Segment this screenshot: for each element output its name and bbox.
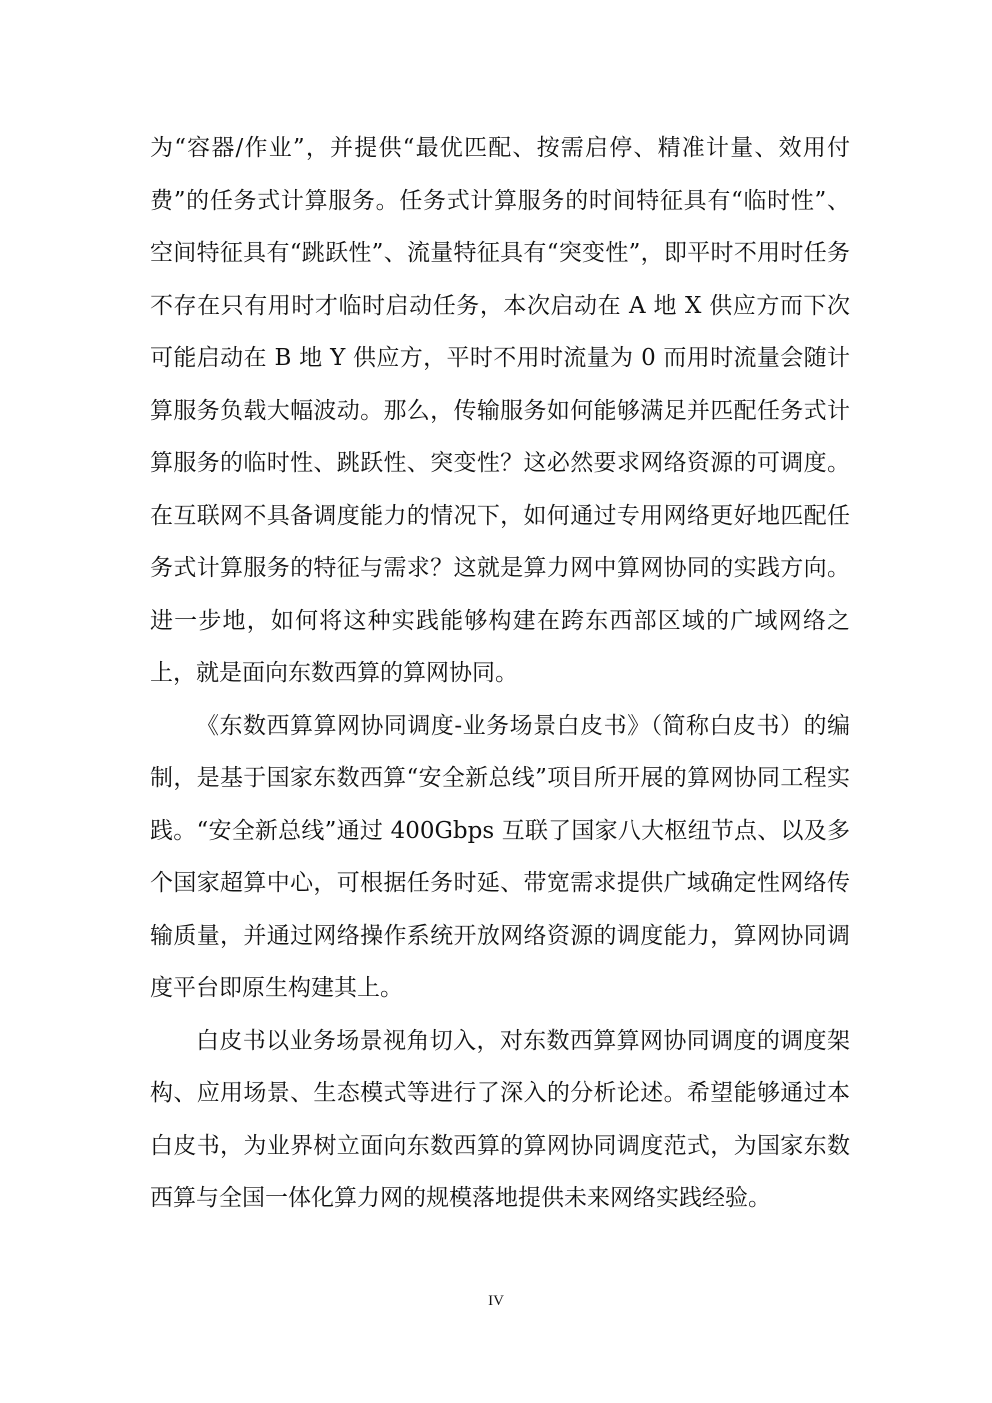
page-number: IV <box>488 1293 504 1309</box>
paragraph-continuation: 为“容器/作业”，并提供“最优匹配、按需启停、精准计量、效用付费”的任务式计算服务。任务式计算服务的时间特征具有“临时性”、空间特征具有“跳跃性”、流量特征具有“突变性”，即平时不用时任务不存在只有用时才临时启动任务，本次启动在 A 地 X 供应方而下次可能启动在 B 地 Y 供应方，平时不用时流量为 0 而用时流量会随计算服务负载大幅波动。那么，传输服务如何能够满足并匹配任务式计算服务的临时性、跳跃性、突变性？这必然要求网络资源的可调度。在互联网不具备调度能力的情况下，如何通过专用网络更好地匹配任务式计算服务的特征与需求？这就是算力网中算网协同的实践方向。进一步地，如何将这种实践能够构建在跨东西部区域的广域网络之上，就是面向东数西算的算网协同。 <box>150 135 850 686</box>
paragraph-whitepaper-purpose: 白皮书以业务场景视角切入，对东数西算算网协同调度的调度架构、应用场景、生态模式等进行了深入的分析论述。希望能够通过本白皮书，为业界树立面向东数西算的算网协同调度范式，为国家东数西算与全国一体化算力网的规模落地提供未来网络实践经验。 <box>150 1027 850 1211</box>
paragraph-whitepaper-compilation: 《东数西算算网协同调度-业务场景白皮书》（简称白皮书）的编制，是基于国家东数西算“安全新总线”项目所开展的算网协同工程实践。“安全新总线”通过 400Gbps 互联了国家八大枢纽节点、以及多个国家超算中心，可根据任务时延、带宽需求提供广域确定性网络传输质量，并通过网络操作系统开放网络资源的调度能力，算网协同调度平台即原生构建其上。 <box>150 712 850 1001</box>
body-text <box>150 122 850 1225</box>
